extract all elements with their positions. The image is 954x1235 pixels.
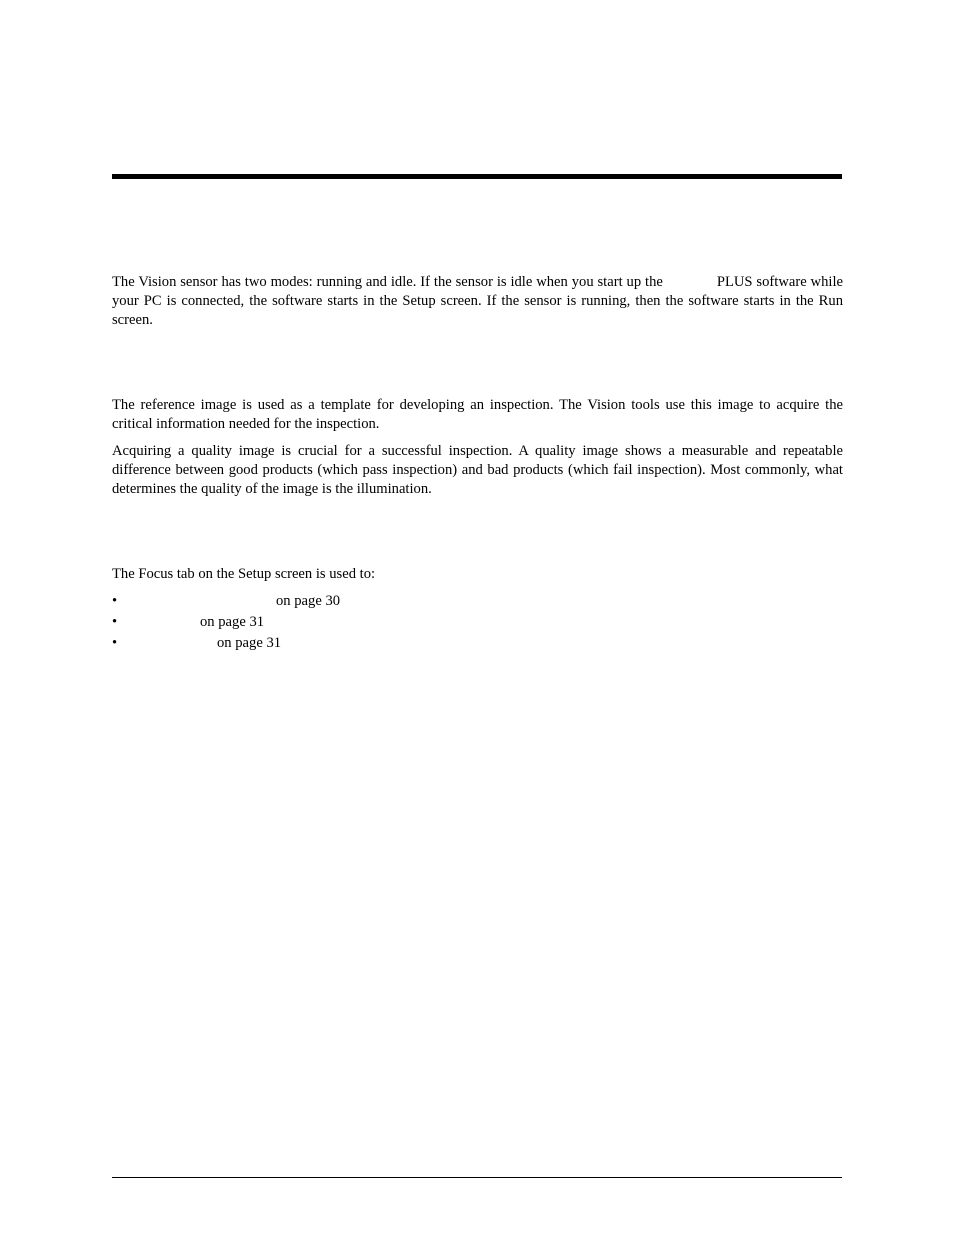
bullet-icon: • [112, 593, 118, 609]
bullet-icon: • [112, 614, 118, 630]
chapter-top-rule [112, 174, 842, 179]
page-reference-link[interactable]: on page 31 [200, 614, 265, 630]
modes-paragraph-end: PLUS software while your PC is connected, the software starts in the Setup screen. If the sensor is running, then the software starts in the Run screen. [112, 274, 843, 329]
focus-tab-intro: The Focus tab on the Setup screen is used to: [112, 566, 376, 582]
quality-image-paragraph: Acquiring a quality image is crucial for a successful inspection. A quality image shows a measurable and repeatable difference between good products (which pass inspection) and bad products (which fail inspection). Most commonly, what determines the quality of the image is the illumination. [112, 443, 843, 498]
page-reference-link[interactable]: on page 31 [217, 635, 282, 651]
footer-rule [112, 1177, 842, 1178]
reference-image-paragraph: The reference image is used as a template for developing an inspection. The Vision tools use this image to acquire the critical information needed for the inspection. [112, 397, 843, 433]
bullet-icon: • [112, 635, 118, 651]
modes-paragraph-start: The Vision sensor has two modes: running and idle. If the sensor is idle when you start up the [112, 274, 663, 290]
modes-paragraph [112, 273, 843, 331]
page-reference-link[interactable]: on page 30 [276, 593, 341, 609]
